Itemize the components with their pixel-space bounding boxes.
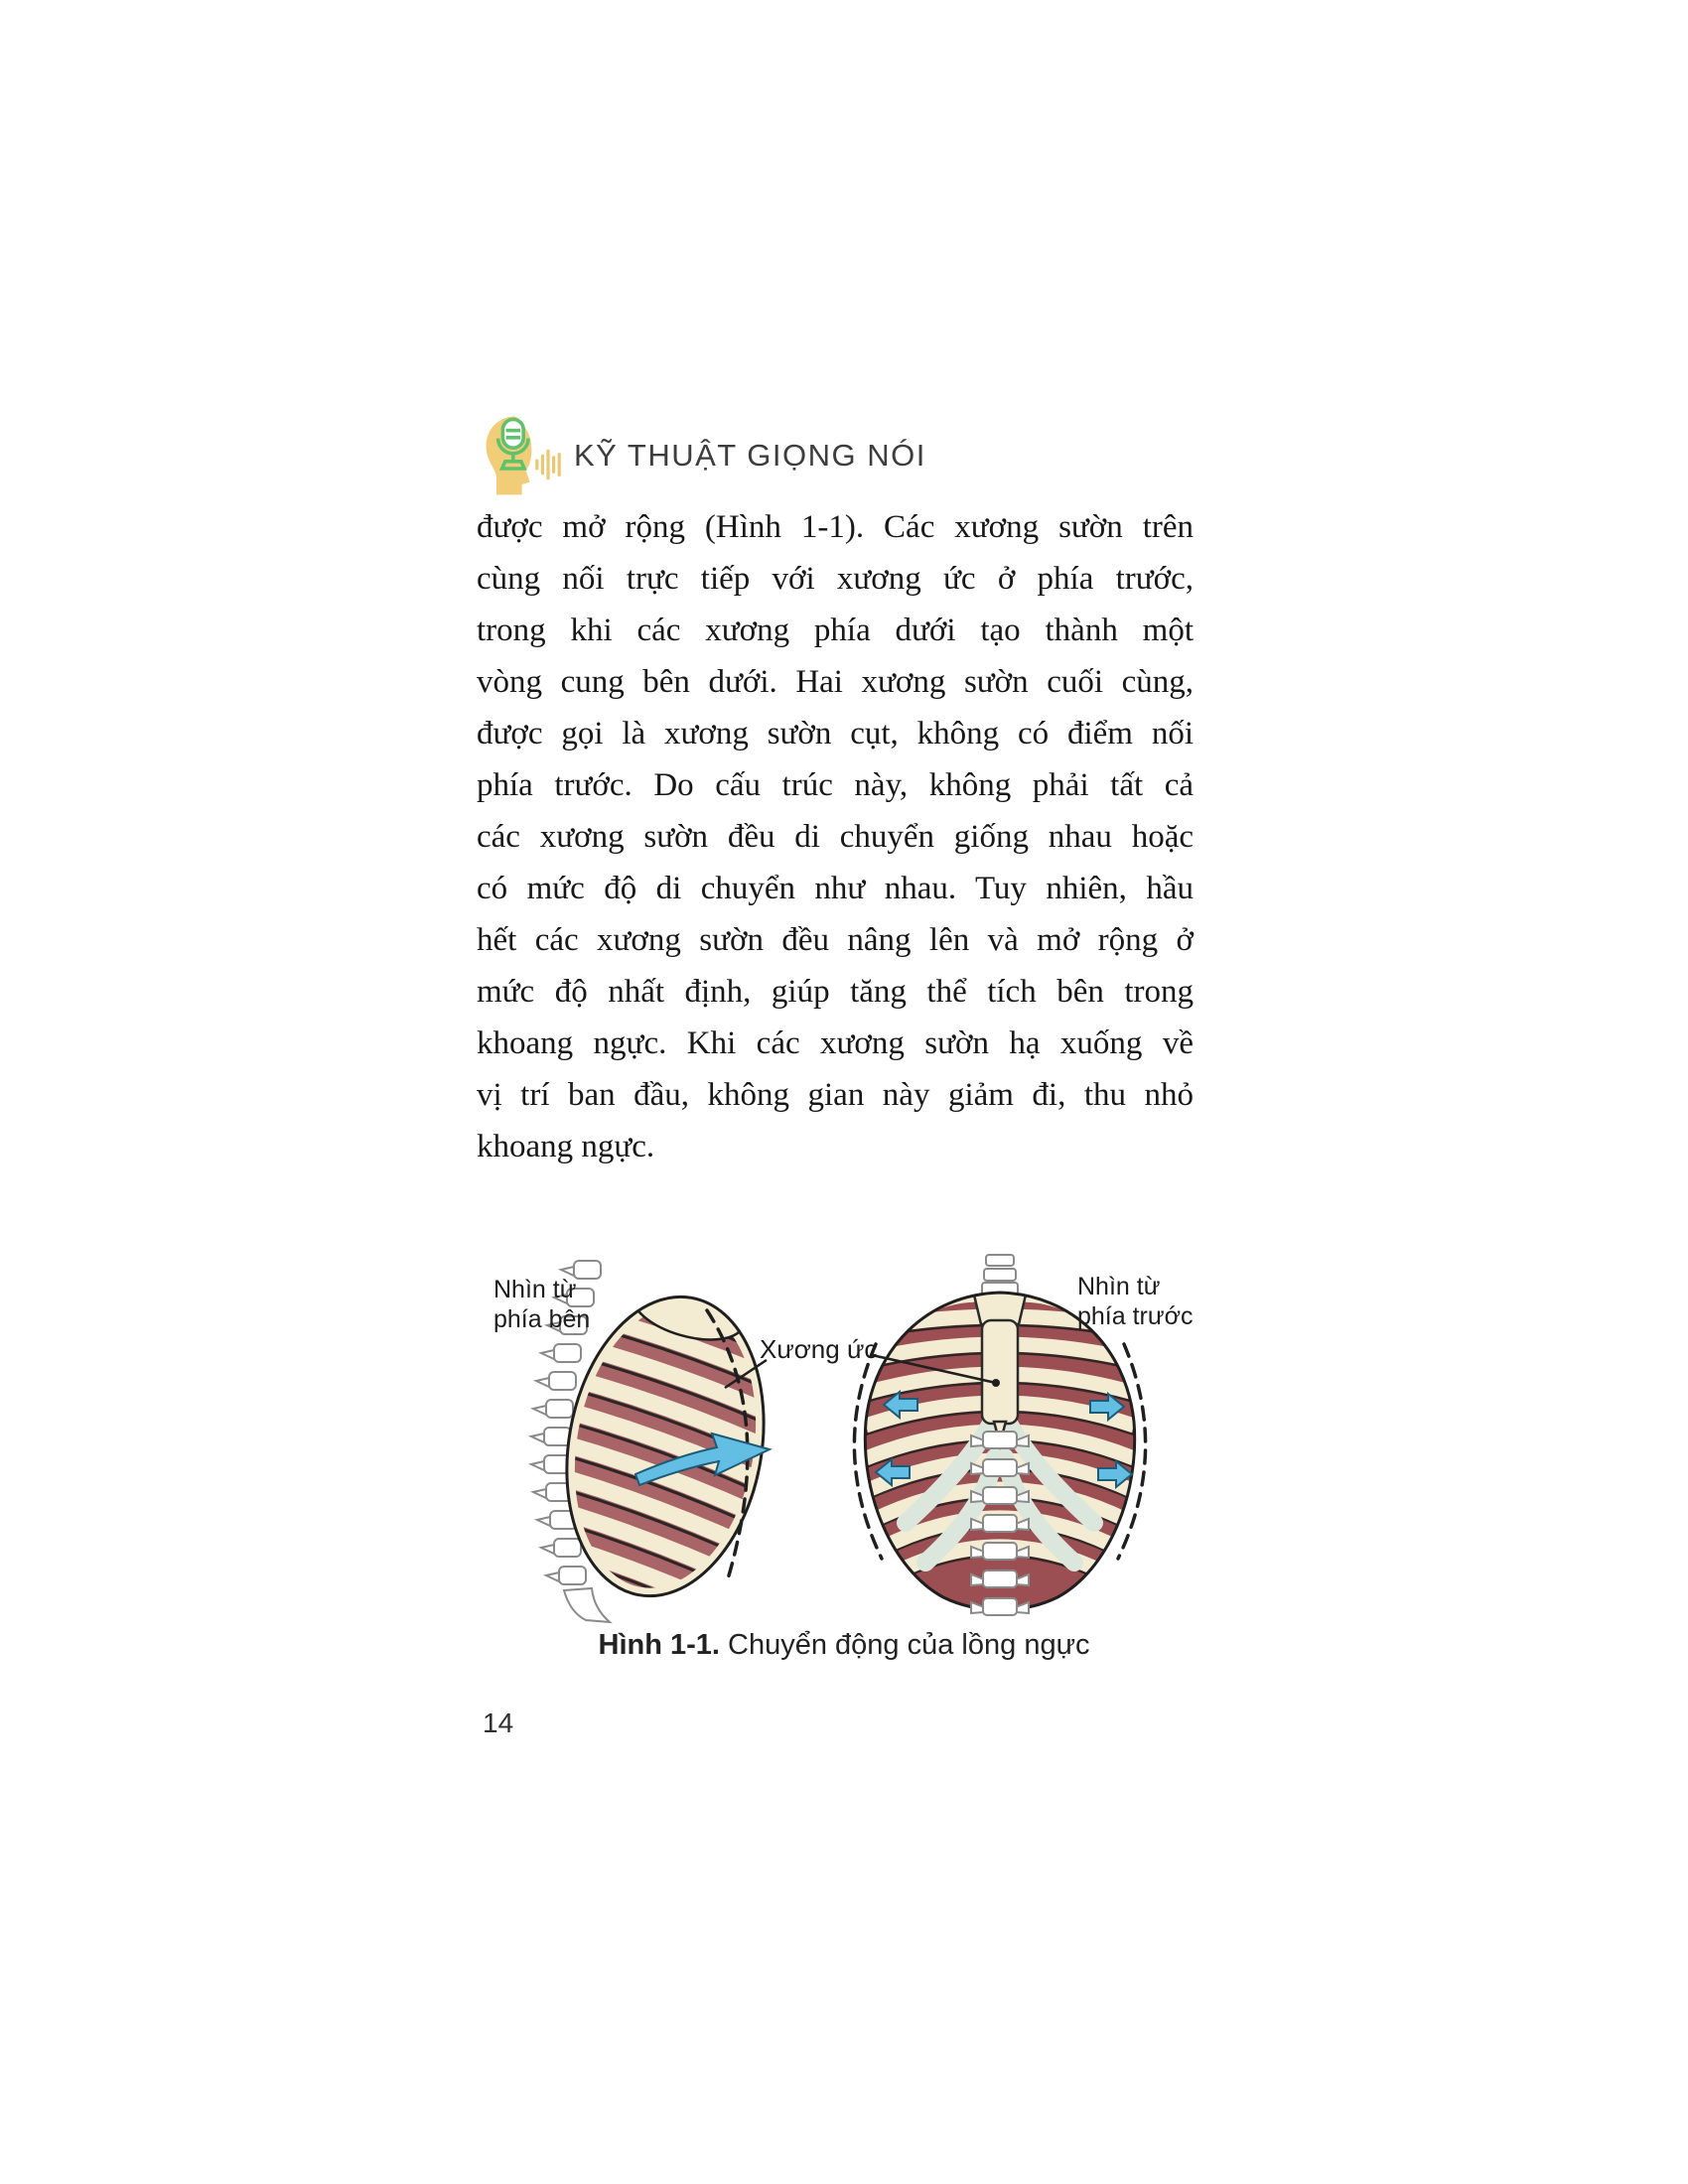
paragraph-line: phía trước. Do cấu trúc này, không phải tất cả [477,767,1194,803]
paragraph-line: được mở rộng (Hình 1-1). Các xương sườn trên [477,509,1194,545]
paragraph-line: trong khi các xương phía dưới tạo thành một [477,613,1194,648]
paragraph-line: khoang ngực. Khi các xương sườn hạ xuống về [477,1025,1194,1061]
paragraph-line: hết các xương sườn đều nâng lên và mở rộng ở [477,922,1194,958]
side-view-label-line2: phía bên [493,1305,591,1333]
front-view-label-line2: phía trước [1077,1302,1194,1330]
paragraph-line: được gọi là xương sườn cụt, không có điểm nối [477,716,1194,751]
spine-cervical-front [982,1255,1018,1295]
head-microphone-icon [477,413,572,496]
figure-caption [477,1629,1211,1662]
voice-logo [477,413,572,496]
front-view-label-line1: Nhìn từ [1077,1273,1161,1300]
paragraph-line: có mức độ di chuyển như nhau. Tuy nhiên, hầu [477,871,1194,906]
paragraph-line: vị trí ban đầu, không gian này giảm đi, thu nhỏ [477,1077,1194,1113]
side-view-label [493,1275,590,1334]
sternum-label: Xương ức [760,1334,878,1364]
paragraph [477,501,1194,1172]
paragraph-line: các xương sườn đều di chuyển giống nhau hoặc [477,819,1194,855]
soundwave-icon [535,450,561,479]
figure-caption-number: Hình 1-1. [598,1629,720,1661]
figure-caption-text: Chuyển động của lồng ngực [728,1629,1090,1661]
paragraph-line: khoang ngực. [477,1129,655,1164]
paragraph-line: cùng nối trực tiếp với xương ức ở phía trước, [477,561,1194,597]
paragraph-line: vòng cung bên dưới. Hai xương sườn cuối cùng, [477,664,1194,700]
paragraph-line: mức độ nhất định, giúp tăng thể tích bên trong [477,974,1194,1010]
page-number: 14 [483,1707,514,1738]
side-view-label-line1: Nhìn từ [493,1276,577,1303]
running-head-title: KỸ THUẬT GIỌNG NÓI [574,438,926,473]
front-view-label [1077,1272,1194,1331]
